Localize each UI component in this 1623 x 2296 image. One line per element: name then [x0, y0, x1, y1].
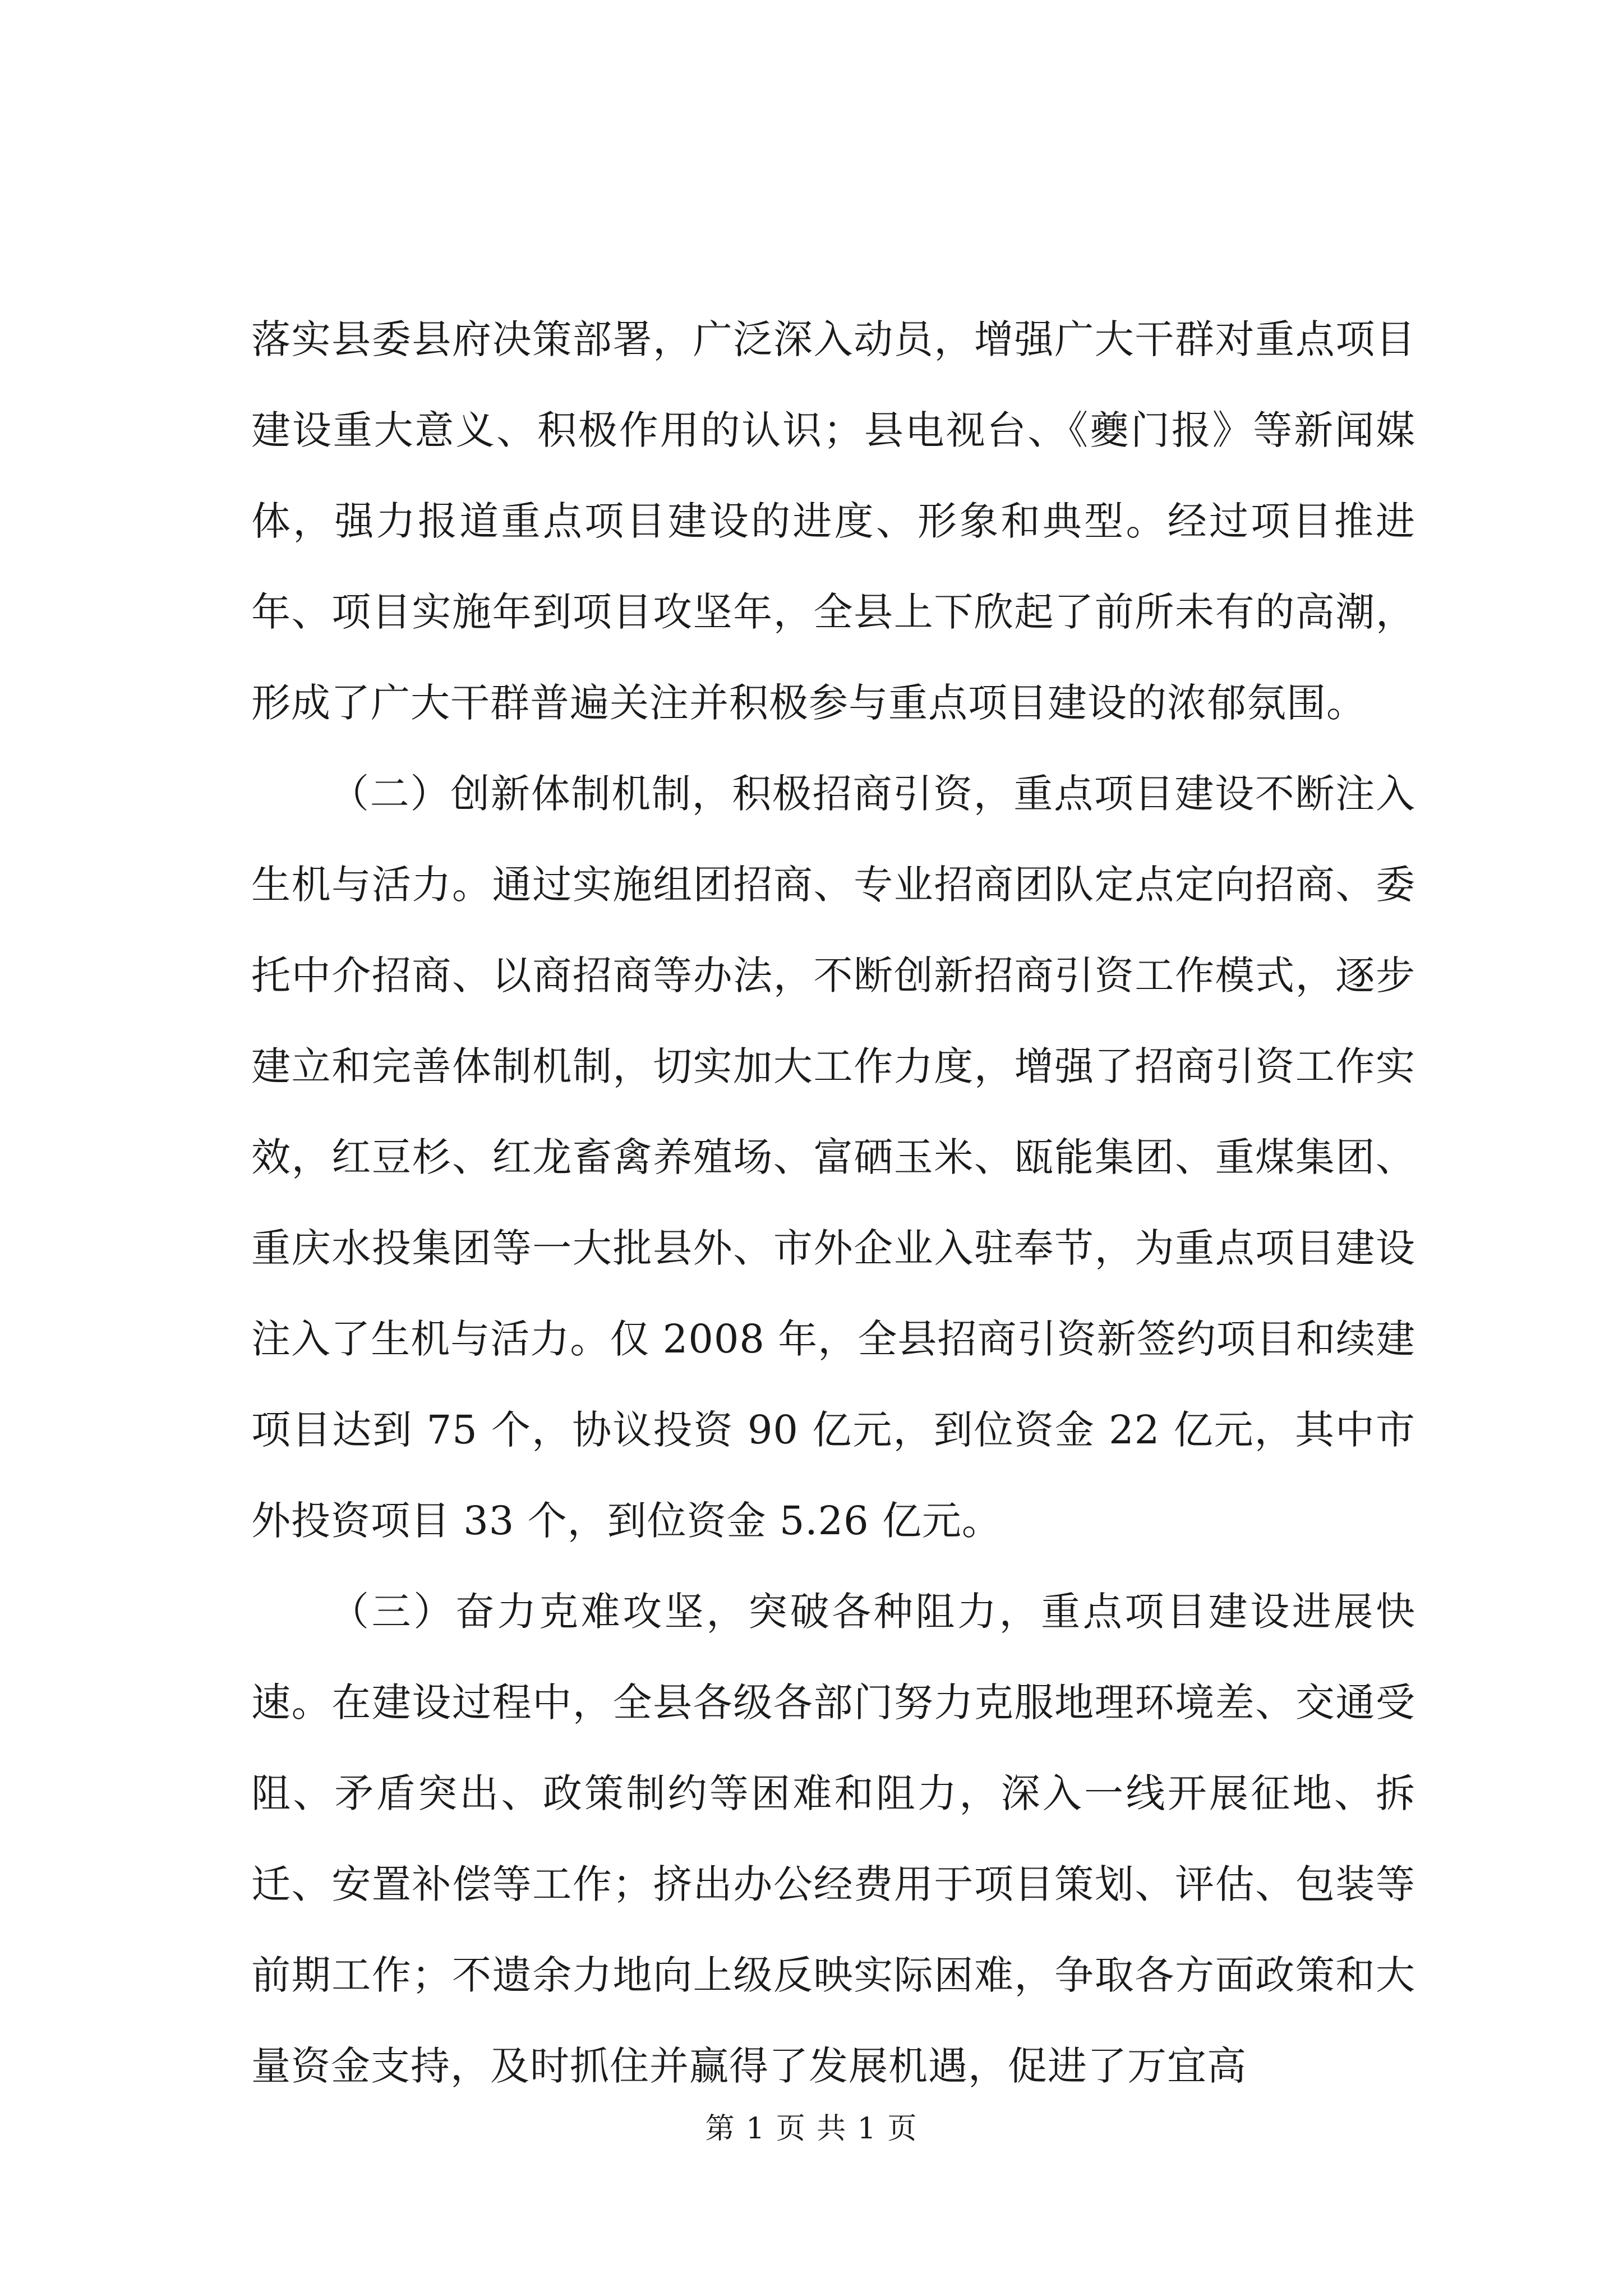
paragraph-section-3: （三）奋力克难攻坚，突破各种阻力，重点项目建设进展快速。在建设过程中，全县各级各部门努力克服地理环境差、交通受阻、矛盾突出、政策制约等困难和阻力，深入一线开展征地、拆迁、安置补偿等工作；挤出办公经费用于项目策划、评估、包装等前期工作；不遗余力地向上级反映实际困难，争取各方面政策和大量资金支持，及时抓住并赢得了发展机遇，促进了万宜高	[251, 1589, 1415, 2089]
paragraph-continued: 落实县委县府决策部署，广泛深入动员，增强广大干群对重点项目建设重大意义、积极作用的认识；县电视台、《夔门报》等新闻媒体，强力报道重点项目建设的进度、形象和典型。经过项目推进年、项目实施年到项目攻坚年，全县上下欣起了前所未有的高潮，形成了广大干群普遍关注并积极参与重点项目建设的浓郁氛围。	[251, 316, 1415, 726]
paragraph-section-2: （二）创新体制机制，积极招商引资，重点项目建设不断注入生机与活力。通过实施组团招商、专业招商团队定点定向招商、委托中介招商、以商招商等办法，不断创新招商引资工作模式，逐步建立和完善体制机制，切实加大工作力度，增强了招商引资工作实效，红豆杉、红龙畜禽养殖场、富硒玉米、瓯能集团、重煤集团、重庆水投集团等一大批县外、市外企业入驻奉节，为重点项目建设注入了生机与活力。仅 2008 年，全县招商引资新签约项目和续建项目达到 75 个，协议投资 90 亿元，到位资金 22 亿元，其中市外投资项目 33 个，到位资金 5.26 亿元。	[251, 771, 1415, 1544]
document-body	[251, 294, 1415, 2111]
page-footer: 第 1 页 共 1 页	[705, 2112, 918, 2146]
